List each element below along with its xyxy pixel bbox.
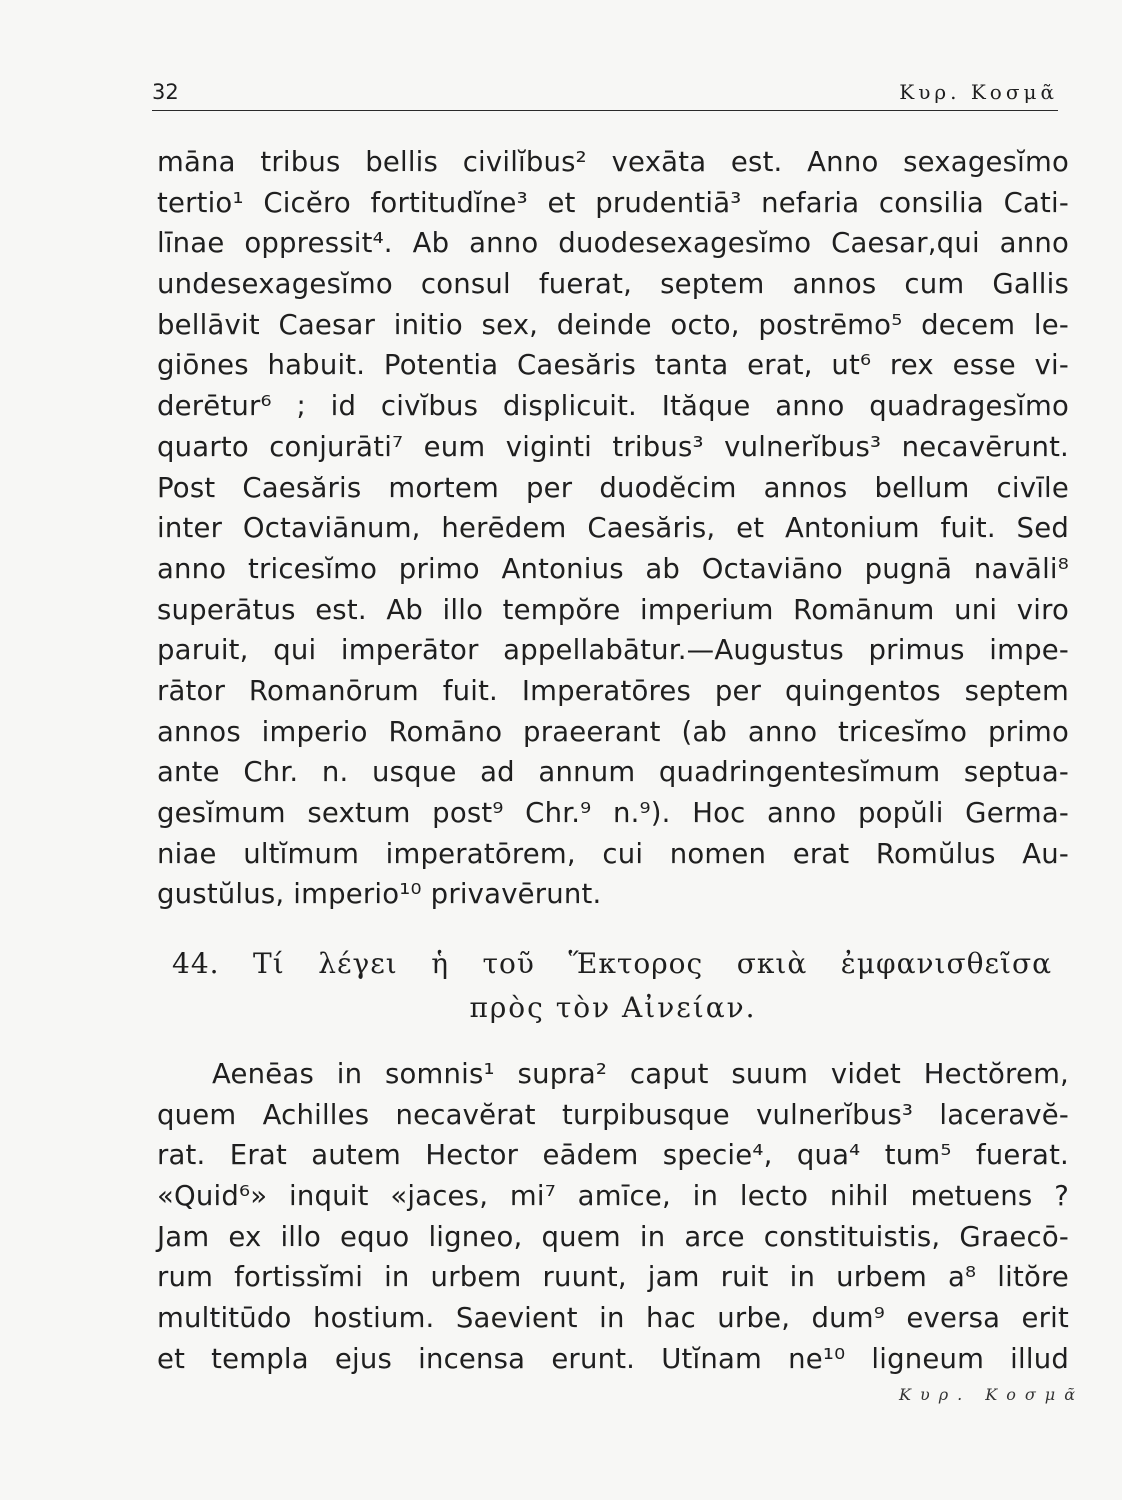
section-number: 44. xyxy=(172,947,220,980)
text-line: giōnes habuit. Potentia Caesăris tanta erat, ut⁶ rex esse vi- xyxy=(157,349,1069,382)
section-heading-line-1 xyxy=(157,942,1052,986)
text-line: māna tribus bellis civilĭbus² vexāta est. Anno sexagesĭmo xyxy=(157,146,1069,178)
text-line: inter Octaviānum, herēdem Caesăris, et Antonium fuit. Sed xyxy=(157,512,1069,545)
text-line: undesexagesĭmo consul fuerat, septem annos cum Gallis xyxy=(157,268,1069,301)
text-line: gesĭmum sextum post⁹ Chr.⁹ n.⁹). Hoc anno popŭli Germa- xyxy=(157,797,1069,829)
text-line: et templa ejus incensa erunt. Utĭnam ne¹⁰ ligneum illud xyxy=(157,1342,1069,1375)
footer-signature: Κυρ. Κοσμᾶ xyxy=(899,1385,1084,1404)
text-line: līnae oppressit⁴. Ab anno duodesexagesĭmo Caesar,qui anno xyxy=(157,227,1069,260)
text-line: rātor Romanōrum fuit. Imperatōres per quingentos septem xyxy=(157,674,1069,707)
text-line: anno tricesĭmo primo Antonius ab Octaviāno pugnā navāli⁸ xyxy=(157,552,1069,585)
page-number: 32 xyxy=(152,80,179,104)
text-line: gustŭlus, imperio¹⁰ privavērunt. xyxy=(157,878,602,911)
text-line: bellāvit Caesar initio sex, deinde octo, postrēmo⁵ decem le- xyxy=(157,308,1069,341)
text-line: annos imperio Romāno praeerant (ab anno tricesĭmo primo xyxy=(157,715,1069,748)
paragraph-1 xyxy=(157,142,1069,915)
section-heading-line-2: πρὸς τὸν Αἰνείαν. xyxy=(469,991,757,1024)
text-line: rat. Erat autem Hector eādem specie⁴, qua⁴ tum⁵ fuerat. xyxy=(157,1139,1069,1172)
heading-word: σκιὰ xyxy=(736,947,808,980)
page-header xyxy=(152,80,1058,111)
text-line: niae ultĭmum imperatōrem, cui nomen erat Romŭlus Au- xyxy=(157,837,1069,870)
text-line: paruit, qui imperātor appellabātur.—Augustus primus impe- xyxy=(157,634,1069,667)
text-line: ante Chr. n. usque ad annum quadringentesĭmum septua- xyxy=(157,756,1069,789)
text-line: derētur⁶ ; id civĭbus displicuit. Ităque anno quadragesĭmo xyxy=(157,390,1069,423)
heading-word: λέγει xyxy=(318,947,398,980)
heading-word: ἐμφανισθεῖσα xyxy=(840,947,1052,980)
text-line: Post Caesăris mortem per duodĕcim annos bellum civīle xyxy=(157,471,1069,504)
paragraph-2 xyxy=(157,1054,1069,1380)
text-line: tertio¹ Cicĕro fortitudĭne³ et prudentiā³ nefaria consilia Cati- xyxy=(157,186,1069,219)
heading-word: Τί xyxy=(253,947,285,980)
heading-word: ἡ xyxy=(431,947,449,980)
text-line: quem Achilles necavĕrat turpibusque vulnerĭbus³ laceravĕ- xyxy=(157,1098,1069,1131)
text-line: superātus est. Ab illo tempŏre imperium Romānum uni viro xyxy=(157,593,1069,626)
running-head: Κυρ. Κοσμᾶ xyxy=(899,80,1058,104)
heading-word: τοῦ xyxy=(482,947,535,980)
heading-word: Ἕκτορος xyxy=(568,947,704,980)
text-line: Jam ex illo equo ligneo, quem in arce constituistis, Graecō- xyxy=(157,1220,1069,1253)
text-line: quarto conjurāti⁷ eum viginti tribus³ vulnerĭbus³ necavērunt. xyxy=(157,430,1069,463)
section-heading xyxy=(157,942,1069,1030)
text-line: Aenēas in somnis¹ supra² caput suum videt Hectŏrem, xyxy=(212,1058,1069,1090)
text-line: multitūdo hostium. Saevient in hac urbe, dum⁹ eversa erit xyxy=(157,1302,1069,1335)
text-line: rum fortissĭmi in urbem ruunt, jam ruit in urbem a⁸ litŏre xyxy=(157,1261,1069,1294)
text-line: «Quid⁶» inquit «jaces, mi⁷ amīce, in lecto nihil metuens ? xyxy=(157,1180,1069,1213)
